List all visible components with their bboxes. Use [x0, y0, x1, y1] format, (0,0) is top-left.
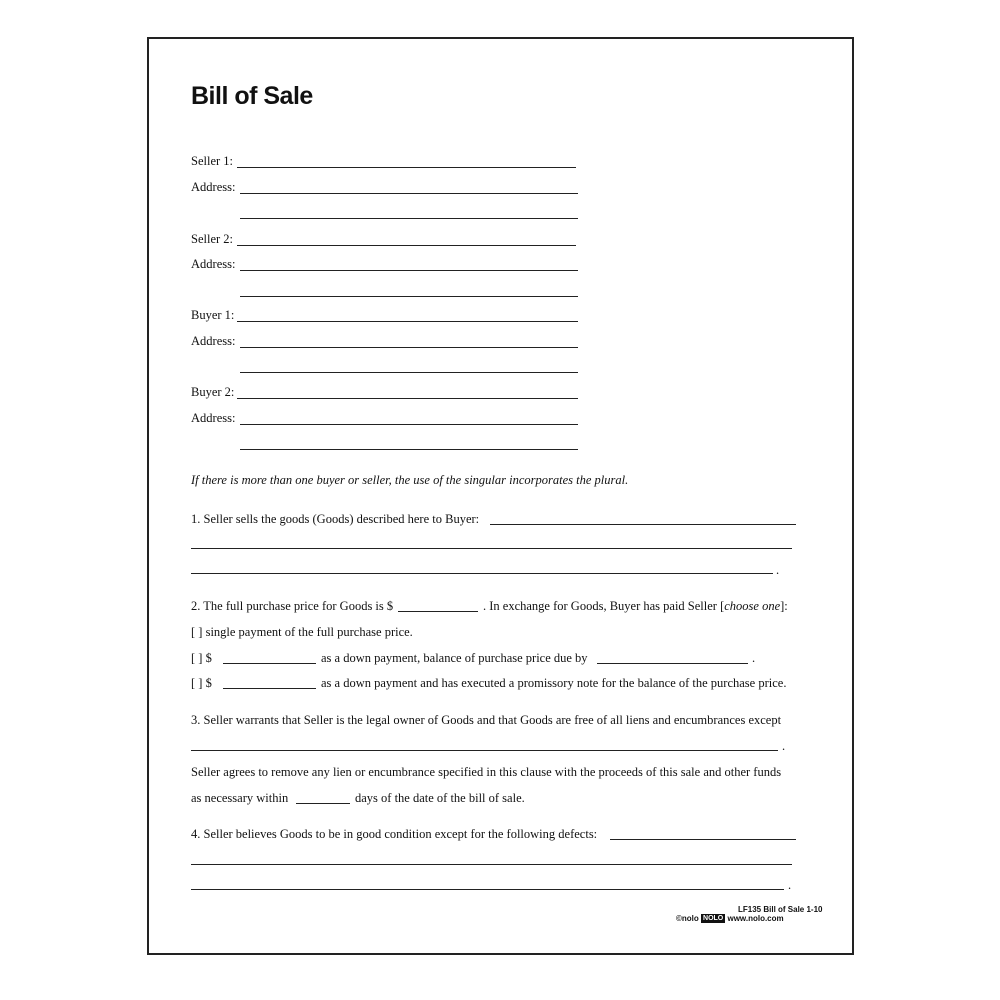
buyer1-address-field-2[interactable]	[240, 372, 578, 373]
payment-option-down-text: as a down payment, balance of purchase price due by	[321, 651, 588, 665]
buyer1-field[interactable]	[237, 321, 578, 322]
buyer2-address-field-1[interactable]	[240, 424, 578, 425]
footer-copyright: ©nolo	[676, 914, 699, 923]
seller2-address-label: Address:	[191, 257, 236, 271]
clause1-period: .	[776, 563, 780, 577]
clause1-field-3[interactable]	[191, 573, 773, 574]
buyer2-address-field-2[interactable]	[240, 449, 578, 450]
clause1-text: 1. Seller sells the goods (Goods) described here to Buyer:	[191, 512, 480, 526]
clause3-para1: Seller agrees to remove any lien or encumbrance specified in this clause with the proceeds of this sale and other funds	[191, 765, 782, 779]
buyer2-field[interactable]	[237, 398, 578, 399]
buyer2-label: Buyer 2:	[191, 385, 235, 399]
seller2-field[interactable]	[237, 245, 576, 246]
clause3-text: 3. Seller warrants that Seller is the legal owner of Goods and that Goods are free of all liens and encumbrances except	[191, 713, 782, 727]
payment-option-down-prefix[interactable]: [ ] $	[191, 651, 212, 665]
clause3-para2a: as necessary within	[191, 791, 289, 805]
purchase-price-field[interactable]	[398, 611, 478, 612]
buyer2-address-label: Address:	[191, 411, 236, 425]
defects-field-2[interactable]	[191, 864, 792, 865]
clause4-text: 4. Seller believes Goods to be in good condition except for the following defects:	[191, 827, 598, 841]
seller1-label: Seller 1:	[191, 154, 234, 168]
buyer1-address-field-1[interactable]	[240, 347, 578, 348]
clause3-exceptions-field[interactable]	[191, 750, 778, 751]
plural-note: If there is more than one buyer or seller, the use of the singular incorporates the plural.	[191, 473, 629, 487]
clause2-text-b: . In exchange for Goods, Buyer has paid Seller [	[483, 599, 725, 613]
seller2-address-field-2[interactable]	[240, 296, 578, 297]
clause4-period: .	[788, 878, 792, 892]
clause2-text-a: 2. The full purchase price for Goods is $	[191, 599, 394, 613]
payment-option-full[interactable]: [ ] single payment of the full purchase price.	[191, 625, 413, 639]
clause3-period: .	[782, 739, 786, 753]
defects-field-1[interactable]	[610, 839, 796, 840]
payment-option-note-text: as a down payment and has executed a promissory note for the balance of the purchase price.	[321, 676, 787, 690]
clause2-choose: choose one	[724, 599, 781, 613]
defects-field-3[interactable]	[191, 889, 784, 890]
down-payment-amount-field-2[interactable]	[223, 688, 316, 689]
seller2-address-field-1[interactable]	[240, 270, 578, 271]
payment-option-note-prefix[interactable]: [ ] $	[191, 676, 212, 690]
clause2-text-b-wrap	[483, 599, 788, 613]
balance-due-date-field[interactable]	[597, 663, 748, 664]
clause1-field-1[interactable]	[490, 524, 796, 525]
clause1-field-2[interactable]	[191, 548, 792, 549]
buyer1-label: Buyer 1:	[191, 308, 235, 322]
down-payment-amount-field-1[interactable]	[223, 663, 316, 664]
seller2-label: Seller 2:	[191, 232, 234, 246]
footer-url: www.nolo.com	[727, 914, 784, 923]
nolo-logo: NOLO	[703, 915, 724, 923]
form-code: LF135 Bill of Sale 1-10	[738, 905, 823, 914]
document-page	[147, 37, 854, 955]
seller1-address-label: Address:	[191, 180, 236, 194]
clause2-text-c: ]:	[780, 599, 788, 613]
seller1-address-field-2[interactable]	[240, 218, 578, 219]
payment-option-down-period: .	[752, 651, 756, 665]
days-field[interactable]	[296, 803, 350, 804]
seller1-field[interactable]	[237, 167, 576, 168]
footer-brand	[676, 914, 784, 923]
clause3-para2b: days of the date of the bill of sale.	[355, 791, 525, 805]
page-title: Bill of Sale	[191, 82, 313, 110]
buyer1-address-label: Address:	[191, 334, 236, 348]
seller1-address-field-1[interactable]	[240, 193, 578, 194]
